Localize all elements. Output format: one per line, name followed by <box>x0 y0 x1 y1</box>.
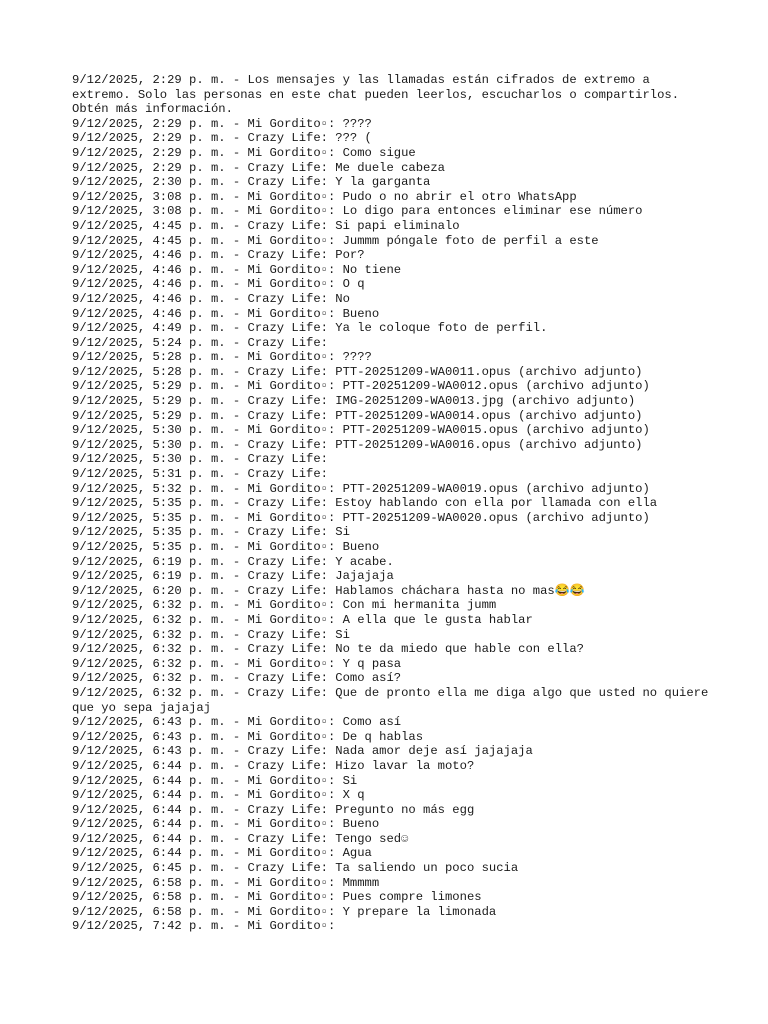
chat-message-line: 9/12/2025, 6:20 p. m. - Crazy Life: Hablamos cháchara hasta no mas😂😂 <box>72 583 586 598</box>
chat-message-line: 9/12/2025, 6:44 p. m. - Mi Gordito▫: Si <box>72 773 358 788</box>
chat-message-line: 9/12/2025, 6:45 p. m. - Crazy Life: Ta saliendo un poco sucia <box>72 861 519 876</box>
chat-message-line: 9/12/2025, 5:32 p. m. - Mi Gordito▫: PTT-20251209-WA0019.opus (archivo adjunto) <box>72 481 650 496</box>
chat-message-line: 9/12/2025, 6:58 p. m. - Mi Gordito▫: Pues compre limones <box>72 890 482 905</box>
chat-message-line: 9/12/2025, 4:46 p. m. - Mi Gordito▫: No tiene <box>72 262 402 277</box>
chat-message-line: 9/12/2025, 5:35 p. m. - Crazy Life: Estoy hablando con ella por llamada con ella <box>72 496 658 511</box>
chat-message-line: 9/12/2025, 6:32 p. m. - Mi Gordito▫: Y q pasa <box>72 656 402 671</box>
chat-message-line: 9/12/2025, 7:42 p. m. - Mi Gordito▫: <box>72 919 336 934</box>
chat-message-line: 9/12/2025, 5:35 p. m. - Mi Gordito▫: Bueno <box>72 540 380 554</box>
chat-message-line: 9/12/2025, 5:24 p. m. - Crazy Life: <box>72 335 328 350</box>
chat-message-line: 9/12/2025, 6:44 p. m. - Crazy Life: Tengo sed☺ <box>72 831 409 846</box>
chat-message-line: 9/12/2025, 6:32 p. m. - Crazy Life: No te da miedo que hable con ella? <box>72 642 584 657</box>
chat-message-line: 9/12/2025, 6:32 p. m. - Mi Gordito▫: Con mi hermanita jumm <box>72 598 497 613</box>
chat-message-line: 9/12/2025, 2:29 p. m. - Mi Gordito▫: ???? <box>72 116 372 131</box>
chat-message-line: 9/12/2025, 6:58 p. m. - Mi Gordito▫: Y prepare la limonada <box>72 904 497 919</box>
chat-message-line: 9/12/2025, 6:19 p. m. - Crazy Life: Y acabe. <box>72 554 394 569</box>
chat-message-line: 9/12/2025, 4:46 p. m. - Crazy Life: Por? <box>72 248 365 263</box>
chat-message-line: 9/12/2025, 2:30 p. m. - Crazy Life: Y la garganta <box>72 175 431 190</box>
chat-message-line: 9/12/2025, 5:30 p. m. - Crazy Life: <box>72 452 328 467</box>
chat-message-line: 9/12/2025, 5:31 p. m. - Crazy Life: <box>72 467 328 482</box>
chat-message-line: 9/12/2025, 5:28 p. m. - Crazy Life: PTT-20251209-WA0011.opus (archivo adjunto) <box>72 364 643 379</box>
chat-message-line: 9/12/2025, 6:44 p. m. - Mi Gordito▫: X q <box>72 788 365 803</box>
chat-message-line: 9/12/2025, 2:29 p. m. - Crazy Life: ??? ( <box>72 131 372 146</box>
chat-message-line: 9/12/2025, 6:44 p. m. - Mi Gordito▫: Agua <box>72 846 372 861</box>
chat-message-line: 9/12/2025, 2:29 p. m. - Mi Gordito▫: Como sigue <box>72 145 416 160</box>
chat-message-line: 9/12/2025, 4:45 p. m. - Crazy Life: Si papi eliminalo <box>72 218 460 233</box>
chat-message-line: 9/12/2025, 5:35 p. m. - Mi Gordito▫: PTT-20251209-WA0020.opus (archivo adjunto) <box>72 510 650 525</box>
chat-message-line: 9/12/2025, 6:32 p. m. - Crazy Life: Si <box>72 627 350 642</box>
chat-message-line: 9/12/2025, 6:32 p. m. - Crazy Life: Como así? <box>72 671 402 686</box>
chat-message-line: 9/12/2025, 6:43 p. m. - Mi Gordito▫: De q hablas <box>72 729 424 744</box>
chat-message-line: 9/12/2025, 5:29 p. m. - Mi Gordito▫: PTT-20251209-WA0012.opus (archivo adjunto) <box>72 379 650 394</box>
chat-message-line: 9/12/2025, 4:45 p. m. - Mi Gordito▫: Jummm póngale foto de perfil a este <box>72 233 599 248</box>
chat-message-line: 9/12/2025, 3:08 p. m. - Mi Gordito▫: Lo digo para entonces eliminar ese número <box>72 204 643 219</box>
chat-message-line: 9/12/2025, 6:32 p. m. - Mi Gordito▫: A ella que le gusta hablar <box>72 612 533 627</box>
chat-message-line: 9/12/2025, 5:28 p. m. - Mi Gordito▫: ???? <box>72 350 372 365</box>
chat-message-line: 9/12/2025, 5:29 p. m. - Crazy Life: IMG-20251209-WA0013.jpg (archivo adjunto) <box>72 394 636 409</box>
chat-message-line: 9/12/2025, 5:30 p. m. - Mi Gordito▫: PTT-20251209-WA0015.opus (archivo adjunto) <box>72 423 650 438</box>
chat-message-line: 9/12/2025, 6:44 p. m. - Mi Gordito▫: Bueno <box>72 817 380 832</box>
chat-message-line: 9/12/2025, 5:35 p. m. - Crazy Life: Si <box>72 525 350 540</box>
chat-message-line: 9/12/2025, 6:19 p. m. - Crazy Life: Jajajaja <box>72 569 394 584</box>
chat-message-line: 9/12/2025, 4:46 p. m. - Crazy Life: No <box>72 291 350 306</box>
chat-message-line: 9/12/2025, 5:30 p. m. - Crazy Life: PTT-20251209-WA0016.opus (archivo adjunto) <box>72 437 643 452</box>
chat-message-line: 9/12/2025, 5:29 p. m. - Crazy Life: PTT-20251209-WA0014.opus (archivo adjunto) <box>72 408 643 423</box>
chat-message-line: 9/12/2025, 3:08 p. m. - Mi Gordito▫: Pudo o no abrir el otro WhatsApp <box>72 189 577 204</box>
chat-message-line: 9/12/2025, 2:29 p. m. - Crazy Life: Me duele cabeza <box>72 160 445 175</box>
chat-message-line: 9/12/2025, 6:32 p. m. - Crazy Life: Que de pronto ella me diga algo que usted no quiere que yo sepa jajajaj <box>72 685 716 715</box>
chat-message-line: 9/12/2025, 4:46 p. m. - Mi Gordito▫: O q <box>72 277 365 292</box>
chat-message-line: 9/12/2025, 6:44 p. m. - Crazy Life: Pregunto no más egg <box>72 802 475 817</box>
chat-message-line: 9/12/2025, 4:49 p. m. - Crazy Life: Ya le coloque foto de perfil. <box>72 321 548 336</box>
chat-message-line: 9/12/2025, 6:44 p. m. - Crazy Life: Hizo lavar la moto? <box>72 758 475 773</box>
chat-message-line: 9/12/2025, 4:46 p. m. - Mi Gordito▫: Bueno <box>72 306 380 321</box>
chat-message-line: 9/12/2025, 6:58 p. m. - Mi Gordito▫: Mmmmm <box>72 875 380 890</box>
chat-message-line: 9/12/2025, 6:43 p. m. - Crazy Life: Nada amor deje así jajajaja <box>72 744 533 759</box>
chat-message-line: 9/12/2025, 2:29 p. m. - Los mensajes y las llamadas están cifrados de extremo a extremo. Solo las personas en este chat pueden leerlos, escucharlos o compartirlos. Obtén más información. <box>72 73 687 117</box>
chat-message-line: 9/12/2025, 6:43 p. m. - Mi Gordito▫: Como así <box>72 715 402 730</box>
chat-export-text <box>72 73 716 934</box>
